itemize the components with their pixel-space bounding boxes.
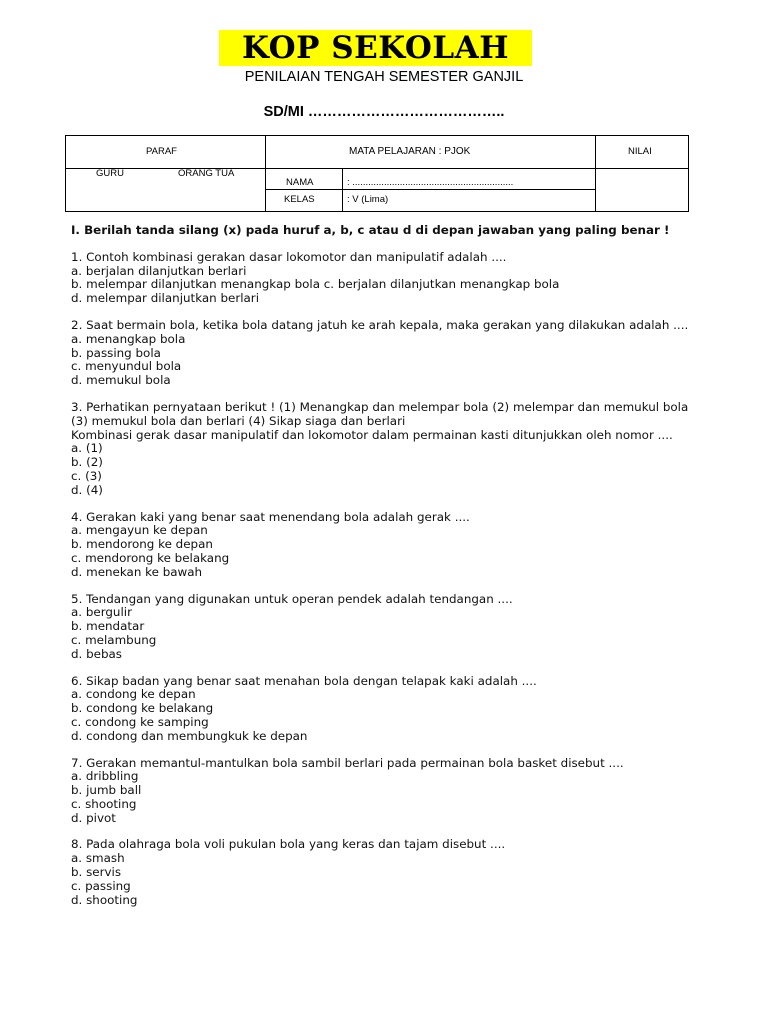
answer-option: b. mendatar xyxy=(71,619,145,634)
answer-option: d. condong dan membungkuk ke depan xyxy=(71,728,308,743)
question-stem: 2. Saat bermain bola, ketika bola datang jatuh ke arah kepala, maka gerakan yang dilakukan adalah .... xyxy=(71,317,689,332)
answer-option: a. smash xyxy=(71,851,125,866)
question-stem: 4. Gerakan kaki yang benar saat menendang bola adalah gerak .... xyxy=(71,509,470,524)
nama-value: : ............................................................. xyxy=(347,177,514,188)
answer-option: b. melempar dilanjutkan menangkap bola c. berjalan dilanjutkan menangkap bola xyxy=(71,277,560,292)
subject-label: MATA PELAJARAN : PJOK xyxy=(349,146,471,157)
orang-tua-label: ORANG TUA xyxy=(178,168,235,179)
question-stem: 8. Pada olahraga bola voli pukulan bola yang keras dan tajam disebut .... xyxy=(71,837,506,852)
answer-option: a. mengayun ke depan xyxy=(71,523,208,538)
paraf-header: PARAF xyxy=(146,146,177,157)
table-divider xyxy=(265,136,266,211)
table-divider xyxy=(66,168,688,169)
question-item xyxy=(71,675,721,744)
question-stem: 7. Gerakan memantul-mantulkan bola sambil berlari pada permainan bola basket disebut .... xyxy=(71,755,624,770)
question-stem: 1. Contoh kombinasi gerakan dasar lokomotor dan manipulatif adalah .... xyxy=(71,249,507,264)
answer-option: d. shooting xyxy=(71,892,138,907)
letterhead-title: KOP SEKOLAH xyxy=(242,29,509,66)
answer-option: d. melempar dilanjutkan berlari xyxy=(71,291,260,306)
instruction-text: I. Berilah tanda silang (x) pada huruf a, b, c atau d di depan jawaban yang paling benar ! xyxy=(71,223,670,237)
school-name-line: SD/MI ………………………………….. xyxy=(263,104,505,120)
question-item xyxy=(71,838,721,907)
answer-option: c. condong ke samping xyxy=(71,714,209,729)
answer-option: b. condong ke belakang xyxy=(71,701,214,716)
answer-option: a. (1) xyxy=(71,441,103,456)
answer-option: d. (4) xyxy=(71,482,103,497)
answer-option: c. (3) xyxy=(71,468,102,483)
answer-option: d. bebas xyxy=(71,646,122,661)
letterhead-banner xyxy=(219,30,532,66)
answer-option: a. dribbling xyxy=(71,769,139,784)
answer-option: c. melambung xyxy=(71,632,157,647)
guru-label: GURU xyxy=(96,168,124,179)
answer-option: b. (2) xyxy=(71,455,103,470)
answer-option: d. pivot xyxy=(71,810,116,825)
table-divider xyxy=(342,168,343,211)
answer-option: b. passing bola xyxy=(71,345,161,360)
question-item xyxy=(71,511,721,580)
table-divider xyxy=(595,136,596,211)
question-item xyxy=(71,251,721,306)
answer-option: b. jumb ball xyxy=(71,783,142,798)
question-item xyxy=(71,401,721,498)
answer-option: a. bergulir xyxy=(71,605,132,620)
answer-option: c. mendorong ke belakang xyxy=(71,550,230,565)
exam-title: PENILAIAN TENGAH SEMESTER GANJIL xyxy=(244,69,524,85)
answer-option: c. shooting xyxy=(71,796,137,811)
answer-option: a. menangkap bola xyxy=(71,331,186,346)
questions-section xyxy=(71,224,721,920)
question-item xyxy=(71,757,721,826)
answer-option: d. memukul bola xyxy=(71,373,171,388)
answer-option: c. passing xyxy=(71,878,131,893)
question-stem: 5. Tendangan yang digunakan untuk operan pendek adalah tendangan .... xyxy=(71,591,513,606)
question-item xyxy=(71,319,721,388)
question-item xyxy=(71,593,721,662)
student-info-table xyxy=(65,135,689,212)
answer-option: c. menyundul bola xyxy=(71,359,182,374)
answer-option: a. berjalan dilanjutkan berlari xyxy=(71,263,247,278)
question-stem-continued: Kombinasi gerak dasar manipulatif dan lokomotor dalam permainan kasti ditunjukkan oleh nomor .... xyxy=(71,427,673,442)
kelas-value: : V (Lima) xyxy=(347,194,389,205)
answer-option: b. servis xyxy=(71,865,122,880)
question-stem: 3. Perhatikan pernyataan berikut ! (1) Menangkap dan melempar bola (2) melempar dan memukul bola (3) memukul bola dan berlari (4) Sikap siaga dan berlari xyxy=(71,399,689,428)
kelas-label: KELAS xyxy=(284,194,315,205)
answer-option: b. mendorong ke depan xyxy=(71,537,213,552)
answer-option: a. condong ke depan xyxy=(71,687,196,702)
answer-option: d. menekan ke bawah xyxy=(71,564,203,579)
nama-label: NAMA xyxy=(286,177,314,188)
table-divider xyxy=(265,189,595,190)
nilai-header: NILAI xyxy=(628,146,652,157)
question-stem: 6. Sikap badan yang benar saat menahan bola dengan telapak kaki adalah .... xyxy=(71,673,537,688)
